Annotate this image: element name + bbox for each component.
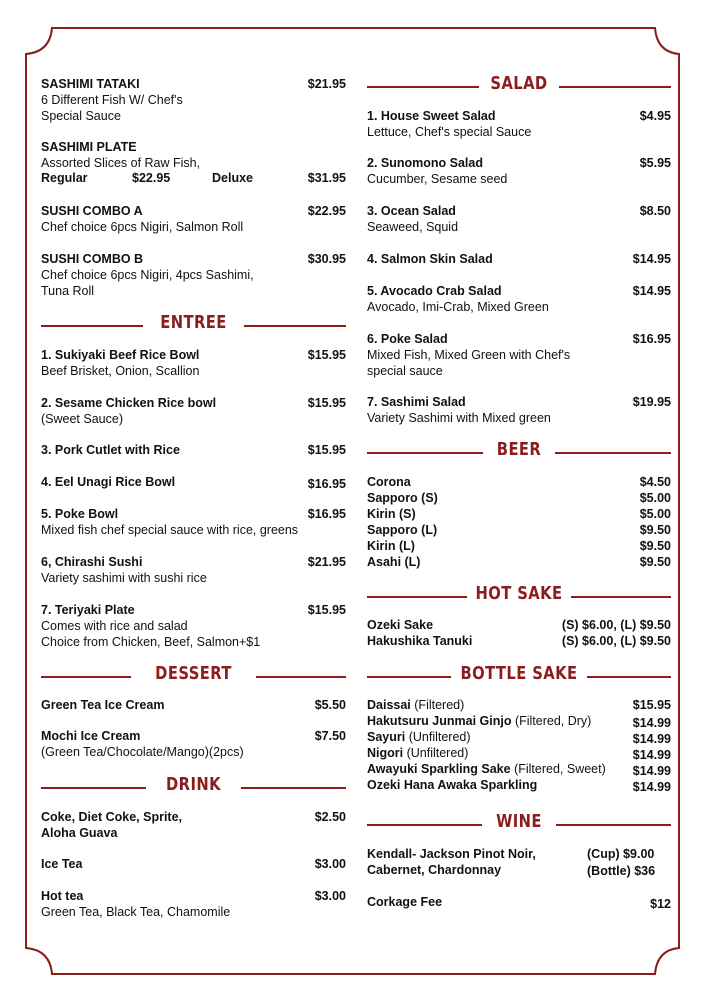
menu-item-sashimi-tataki <box>41 76 346 124</box>
item-price: $30.95 <box>307 252 346 266</box>
bottle-sake-item <box>367 777 671 793</box>
item-note: (Unfiltered) <box>408 730 471 744</box>
item-name: SASHIMI TATAKI <box>41 77 140 91</box>
item-name: Asahi (L) <box>367 555 421 569</box>
item-price: $14.95 <box>632 284 671 298</box>
item-description: (Green Tea/Chocolate/Mango)(2pcs) <box>41 745 244 759</box>
menu-item <box>41 697 346 713</box>
menu-item-sashimi-plate <box>41 139 346 171</box>
item-price: (Bottle) $36 <box>587 864 656 878</box>
item-price: $3.00 <box>314 889 346 903</box>
item-price: $9.50 <box>639 555 671 569</box>
item-price: $15.95 <box>307 396 346 410</box>
item-name: Awayuki Sparkling Sake <box>367 762 511 776</box>
section-title: BOTTLE SAKE <box>460 663 578 684</box>
item-name: 5. Avocado Crab Salad <box>367 284 502 298</box>
item-note: (Filtered, Dry) <box>514 714 592 728</box>
item-note: (Filtered) <box>414 698 465 712</box>
section-title: DESSERT <box>155 663 232 684</box>
item-description: Mixed fish chef special sauce with rice, greens <box>41 523 299 537</box>
item-description: Special Sauce <box>41 109 121 123</box>
item-price: (Cup) $9.00 <box>587 847 655 861</box>
item-name: Hakutsuru Junmai Ginjo <box>367 714 512 728</box>
item-name: 1. Sukiyaki Beef Rice Bowl <box>41 348 200 362</box>
item-name: Sapporo (L) <box>367 523 438 537</box>
menu-item <box>41 474 346 490</box>
item-price: $9.50 <box>639 523 671 537</box>
beer-item <box>367 490 671 506</box>
item-name: 2. Sesame Chicken Rice bowl <box>41 396 217 410</box>
section-title: ENTREE <box>160 312 227 333</box>
section-title: SALAD <box>490 73 548 94</box>
item-price: $15.95 <box>632 698 671 712</box>
item-name: SUSHI COMBO B <box>41 252 144 266</box>
menu-item <box>41 728 346 760</box>
menu-item <box>41 602 346 650</box>
item-name: Kirin (S) <box>367 507 416 521</box>
item-name: Nigori <box>367 746 404 760</box>
item-price: $9.50 <box>639 539 671 553</box>
item-name: Kendall- Jackson Pinot Noir, <box>367 847 536 861</box>
item-price: $2.50 <box>314 810 346 824</box>
item-description: Lettuce, Chef's special Sauce <box>367 125 532 139</box>
item-price: $14.99 <box>632 732 671 746</box>
item-price: $22.95 <box>307 204 346 218</box>
item-description: Green Tea, Black Tea, Chamomile <box>41 905 231 919</box>
item-price: $12 <box>650 897 671 911</box>
hot-sake-item <box>367 633 671 649</box>
section-heading-entree <box>41 312 346 338</box>
item-name: Corkage Fee <box>367 895 443 909</box>
item-price: $5.50 <box>314 698 346 712</box>
item-price: $14.99 <box>632 764 671 778</box>
item-price: $15.95 <box>307 603 346 617</box>
menu-item-sushi-combo-a <box>41 203 346 235</box>
item-name: Coke, Diet Coke, Sprite, <box>41 810 183 824</box>
section-title: BEER <box>496 439 542 460</box>
item-name: Kirin (L) <box>367 539 415 553</box>
section-heading-dessert <box>41 663 346 689</box>
item-name: Aloha Guava <box>41 826 118 840</box>
section-heading-beer <box>367 439 671 465</box>
item-description: Choice from Chicken, Beef, Salmon+$1 <box>41 635 261 649</box>
bottle-sake-item <box>367 745 671 761</box>
bottle-sake-item <box>367 729 671 745</box>
item-name: Ozeki Sake <box>367 618 434 632</box>
item-price: $19.95 <box>632 395 671 409</box>
bottle-sake-item <box>367 713 671 729</box>
item-price: $14.99 <box>632 748 671 762</box>
item-name: 6, Chirashi Sushi <box>41 555 143 569</box>
item-name: 6. Poke Salad <box>367 332 448 346</box>
corkage-fee <box>367 894 671 910</box>
item-description: Beef Brisket, Onion, Scallion <box>41 364 200 378</box>
beer-item <box>367 506 671 522</box>
item-name: Mochi Ice Cream <box>41 729 141 743</box>
item-name: 4. Eel Unagi Rice Bowl <box>41 475 176 489</box>
item-name: 2. Sunomono Salad <box>367 156 483 170</box>
section-heading-salad <box>367 73 671 99</box>
item-description: Avocado, Imi-Crab, Mixed Green <box>367 300 549 314</box>
beer-item <box>367 474 671 490</box>
item-price: $21.95 <box>307 77 346 91</box>
menu-item <box>367 283 671 315</box>
item-price: $21.95 <box>307 555 346 569</box>
item-name: 3. Ocean Salad <box>367 204 456 218</box>
menu-item <box>367 331 671 379</box>
menu-item <box>367 394 671 426</box>
menu-item <box>367 203 671 235</box>
beer-item <box>367 538 671 554</box>
size-label: Deluxe <box>212 171 253 185</box>
item-description: Variety sashimi with sushi rice <box>41 571 207 585</box>
section-heading-wine <box>367 811 671 837</box>
item-name: 5. Poke Bowl <box>41 507 119 521</box>
item-price: $5.95 <box>639 156 671 170</box>
bottle-sake-item <box>367 761 671 777</box>
item-description: (Sweet Sauce) <box>41 412 123 426</box>
menu-item-sushi-combo-b <box>41 251 346 299</box>
item-name: Corona <box>367 475 411 489</box>
item-price: $4.50 <box>639 475 671 489</box>
item-name: SUSHI COMBO A <box>41 204 143 218</box>
item-name: Hot tea <box>41 889 84 903</box>
item-description: Tuna Roll <box>41 284 95 298</box>
menu-item <box>41 554 346 586</box>
menu-item <box>41 347 346 379</box>
size-label: Regular <box>41 171 88 185</box>
menu-item <box>367 155 671 187</box>
item-price: $14.99 <box>632 780 671 794</box>
item-price: $3.00 <box>314 857 346 871</box>
item-price: $16.95 <box>307 477 346 491</box>
item-name: 3. Pork Cutlet with Rice <box>41 443 180 457</box>
hot-sake-item <box>367 617 671 633</box>
menu-item <box>41 888 346 920</box>
item-price: $5.00 <box>639 491 671 505</box>
item-note: (Unfiltered) <box>406 746 469 760</box>
item-price: $5.00 <box>639 507 671 521</box>
item-name: Sayuri <box>367 730 406 744</box>
item-note: (Filtered, Sweet) <box>514 762 606 776</box>
section-title: HOT SAKE <box>475 583 563 604</box>
item-description: Cucumber, Sesame seed <box>367 172 508 186</box>
item-name: Ice Tea <box>41 857 83 871</box>
item-name: Hakushika Tanuki <box>367 634 473 648</box>
item-description: Seaweed, Squid <box>367 220 459 234</box>
item-price: $14.99 <box>632 716 671 730</box>
item-price: $7.50 <box>314 729 346 743</box>
item-price: $15.95 <box>307 348 346 362</box>
menu-item <box>41 395 346 427</box>
item-name: 1. House Sweet Salad <box>367 109 496 123</box>
item-price: $8.50 <box>639 204 671 218</box>
item-price: (S) $6.00, (L) $9.50 <box>561 634 671 648</box>
item-name: Ozeki Hana Awaka Sparkling <box>367 778 538 792</box>
item-description: Assorted Slices of Raw Fish, <box>41 156 201 170</box>
item-price: $4.95 <box>639 109 671 123</box>
section-heading-bottle-sake <box>367 663 671 689</box>
size-price: $31.95 <box>307 171 346 185</box>
menu-item <box>41 506 346 538</box>
item-price: $16.95 <box>632 332 671 346</box>
wine-item <box>367 846 671 878</box>
menu-item <box>367 251 671 267</box>
section-heading-hot-sake <box>367 583 671 609</box>
item-price: $16.95 <box>307 507 346 521</box>
menu-item <box>41 809 346 841</box>
item-description: 6 Different Fish W/ Chef's <box>41 93 183 107</box>
item-description: special sauce <box>367 364 443 378</box>
item-price: $14.95 <box>632 252 671 266</box>
menu-item <box>41 442 346 458</box>
menu-item <box>41 856 346 872</box>
beer-item <box>367 554 671 570</box>
section-title: WINE <box>496 811 542 832</box>
bottle-sake-item <box>367 697 671 713</box>
item-description: Chef choice 6pcs Nigiri, Salmon Roll <box>41 220 244 234</box>
item-name: Cabernet, Chardonnay <box>367 863 502 877</box>
item-name: Daissai <box>367 698 411 712</box>
item-name: SASHIMI PLATE <box>41 140 137 154</box>
item-name: 4. Salmon Skin Salad <box>367 252 493 266</box>
item-description: Comes with rice and salad <box>41 619 188 633</box>
size-price: $22.95 <box>132 171 171 185</box>
item-price: (S) $6.00, (L) $9.50 <box>561 618 671 632</box>
item-price: $15.95 <box>307 443 346 457</box>
item-name: 7. Sashimi Salad <box>367 395 466 409</box>
item-description: Mixed Fish, Mixed Green with Chef's <box>367 348 571 362</box>
beer-item <box>367 522 671 538</box>
item-description: Variety Sashimi with Mixed green <box>367 411 551 425</box>
item-name: Green Tea Ice Cream <box>41 698 165 712</box>
item-name: Sapporo (S) <box>367 491 438 505</box>
menu-item <box>367 108 671 140</box>
item-description: Chef choice 6pcs Nigiri, 4pcs Sashimi, <box>41 268 254 282</box>
section-heading-drink <box>41 774 346 800</box>
item-name: 7. Teriyaki Plate <box>41 603 135 617</box>
section-title: DRINK <box>166 774 221 795</box>
